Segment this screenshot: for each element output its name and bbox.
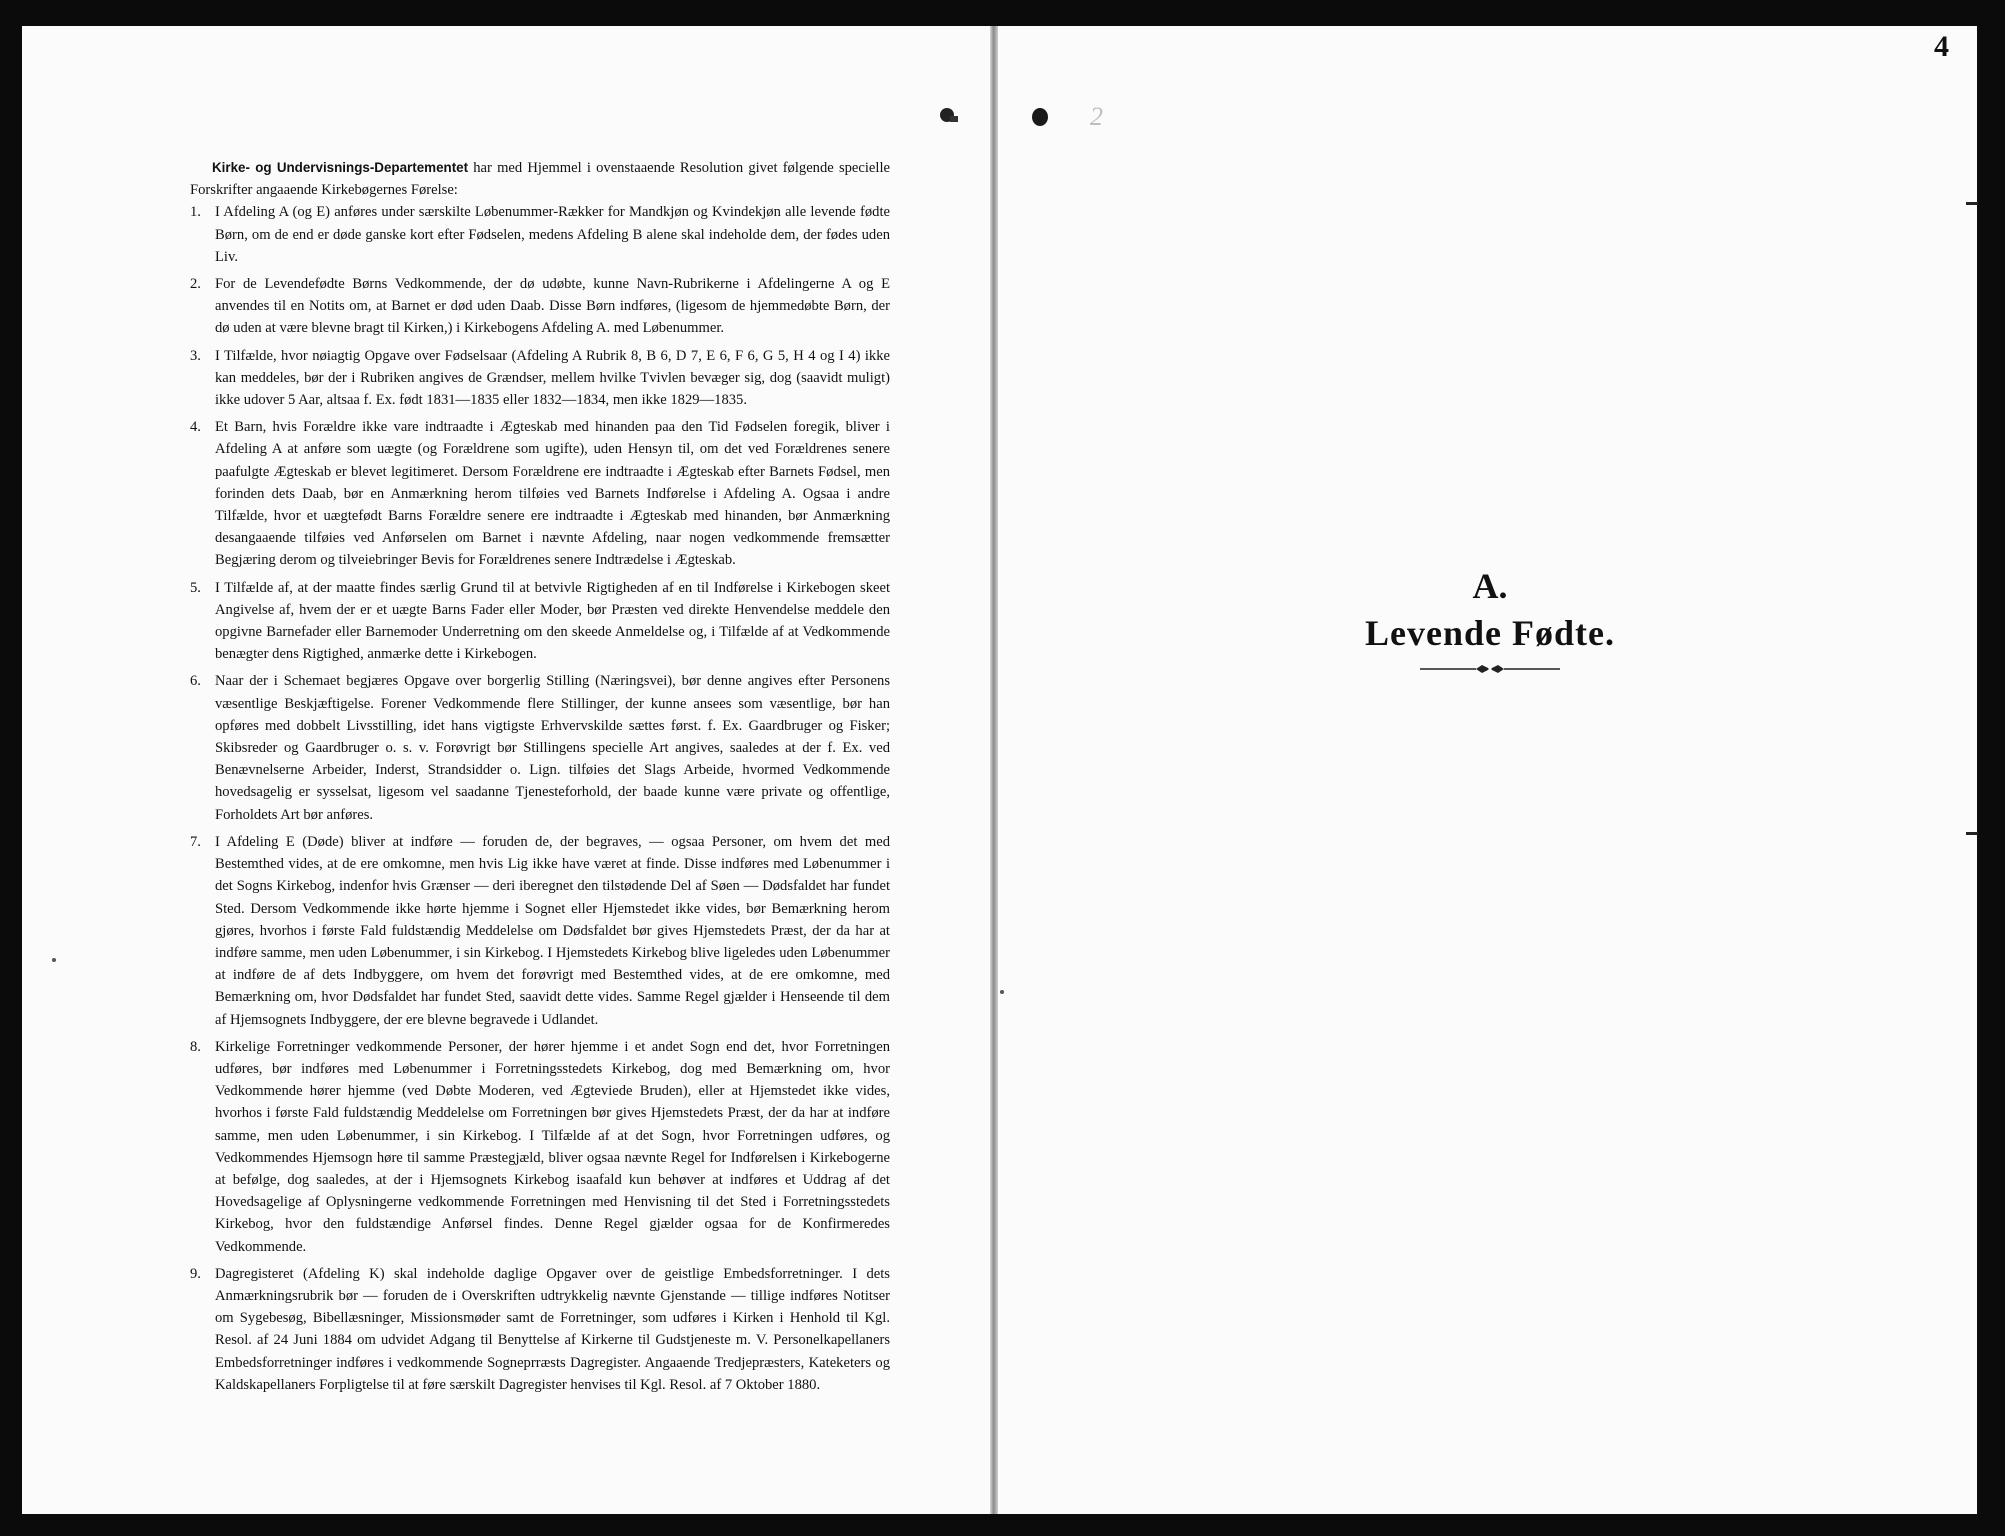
rule-item [190, 670, 890, 825]
rule-number: 3. [190, 347, 201, 364]
rule-number: 1. [190, 204, 201, 221]
rule-text: For de Levendefødte Børns Vedkommende, der dø udøbte, kunne Navn-Rubrikerne i Afdelingerne A og E anvendes til en Notits om, at Barnet er død uden Daab. Disse Børn indføres, (ligesom de hjemmedøbte Børn, der dø uden at være blevne bragt til Kirken,) i Kirkebogens Afdeling A. med Løbenummer. [215, 276, 890, 337]
rule-text: I Afdeling A (og E) anføres under særskilte Løbenummer-Rækker for Mandkjøn og Kvindekjøn alle levende fødte Børn, om de end er døde ganske kort efter Fødselen, medens Afdeling B alene skal indeholde dem, der fødes uden Liv. [215, 204, 890, 265]
section-letter: A. [1472, 566, 1508, 606]
rules-list [190, 201, 890, 1396]
edge-tick-mark [1966, 202, 1978, 205]
rule-item [190, 273, 890, 340]
paper-speck [52, 958, 56, 962]
punch-hole-mark [950, 116, 958, 122]
ornament-divider [1418, 664, 1562, 674]
regulations-text [190, 157, 890, 1401]
rule-text: Naar der i Schemaet begjæres Opgave over borgerlig Stilling (Næringsvei), bør denne angives efter Personens væsentlige Beskjæftigelse. Forener Vedkommende flere Stillinger, der kunne ansees som væsentlige, bør han opføres med dobbelt Livsstilling, idet hans vigtigste Erhvervskilde sættes først. f. Ex. Gaardbruger og Fisker; Skibsreder og Gaardbruger o. s. v. Forøvrigt bør Stillingens specielle Art angives, saaledes at der f. Ex. ved Benævnelserne Arbeider, Inderst, Strandsidder o. Lign. tilføies det Slags Arbeide, hvormed Vedkommende hovedsagelig er sysselsat, ligesom vel saadanne Tjenesteforhold, der baade kunne være private og offentlige, Forholdets Art bør anføres. [215, 673, 890, 823]
rule-number: 9. [190, 1265, 201, 1282]
section-title: Levende Fødte. [1365, 613, 1615, 653]
handwritten-note: 2 [1090, 102, 1103, 131]
rule-item [190, 1036, 890, 1258]
rule-number: 7. [190, 833, 201, 850]
intro-text: har med Hjemmel i ovenstaaende Resolution givet følgende specielle Forskrifter angaaende Kirkebøgernes Førelse: [190, 160, 890, 199]
rule-item [190, 345, 890, 412]
rule-number: 2. [190, 276, 201, 293]
rule-number: 6. [190, 673, 201, 690]
edge-tick-mark [1966, 832, 1978, 835]
rule-number: 4. [190, 419, 201, 436]
page-number: 4 [1934, 30, 1949, 63]
rule-text: Dagregisteret (Afdeling K) skal indeholde daglige Opgaver over de geistlige Embedsforretninger. I dets Anmærkningsrubrik bør — foruden de i Overskriften udtrykkelig nævnte Gjenstande — tillige indføres Notitser om Sygebesøg, Bibellæsninger, Missionsmøder samt de Forretninger, som udføres i Kirken i Henhold til Kgl. Resol. af 24 Juni 1884 om udvidet Adgang til Benyttelse af Kirkerne til Gudstjeneste m. V. Personelkapellaners Embedsforretninger indføres i vedkommende Sogneprræsts Dagregister. Angaaende Tredjepræsters, Kateketers og Kaldskapellaners Forpligtelse til at føre særskilt Dagregister henvises til Kgl. Resol. af 7 Oktober 1880. [215, 1265, 890, 1393]
rule-text: I Afdeling E (Døde) bliver at indføre — foruden de, der begraves, — ogsaa Personer, om hvem det med Bestemthed vides, at de ere omkomne, men hvis Lig ikke have været at finde. Disse indføres med Løbenummer i det Sogns Kirkebog, indenfor hvis Grænser — deri iberegnet den tilstødende Del af Søen — Dødsfaldet har fundet Sted. Dersom Vedkommende ikke hørte hjemme i Sognet eller Hjemstedet ikke vides, bør Bemærkning herom gjøres, hvorhos i første Fald fuldstændig Meddelelse om Dødsfaldet bør gives Hjemstedets Præst, der da har at indføre samme, men uden Løbenummer, i sin Kirkebog. I Hjemstedets Kirkebog blive ligeledes uden Løbenummer at indføre de af dets Indbyggere, om hvem det forøvrigt med Bestemthed vides, at de ere omkomne, med Bemærkning om, hvor Dødsfaldet har fundet Sted, saavidt dette vides. Samme Regel gjælder i Henseende til dem af Hjemsognets Indbyggere, der ere blevne begravede i Udlandet. [215, 833, 890, 1028]
book-gutter [990, 26, 998, 1514]
rule-item [190, 201, 890, 268]
rule-item [190, 831, 890, 1031]
rule-item [190, 1263, 890, 1396]
rule-number: 8. [190, 1038, 201, 1055]
rule-text: I Tilfælde, hvor nøiagtig Opgave over Fødselsaar (Afdeling A Rubrik 8, B 6, D 7, E 6, F 6, G 5, H 4 og I 4) ikke kan meddeles, bør der i Rubriken angives de Grændser, mellem hvilke Tvivlen bevæger sig, dog (saavidt muligt) ikke udover 5 Aar, altsaa f. Ex. født 1831—1835 eller 1832—1834, men ikke 1829—1835. [215, 347, 890, 409]
right-page [995, 26, 1977, 1514]
punch-hole-mark [1032, 108, 1048, 126]
intro-paragraph [190, 157, 890, 201]
paper-speck [1000, 990, 1004, 994]
rule-text: I Tilfælde af, at der maatte findes særlig Grund til at betvivle Rigtigheden af en til Indførelse i Kirkebogen skeet Angivelse af, hvem der er et uægte Barns Fader eller Moder, bør Præsten ved direkte Henvendelse meddele den opgivne Barnefader eller Barnemoder Underretning om den skeede Anmeldelse og, i Tilfælde af at Vedkommende benægter dens Rigtighed, anmærke dette i Kirkebogen. [215, 579, 890, 663]
rule-item [190, 416, 890, 571]
rule-text: Kirkelige Forretninger vedkommende Personer, der hører hjemme i et andet Sogn end det, hvor Forretningen udføres, bør indføres med Løbenummer i Forretningsstedets Kirkebog, dog med Bemærkning om, hvor Vedkommende hører hjemme (ved Døbte Moderen, ved Ægteviede Bruden), eller at Hjemstedet ikke vides, hvorhos i første Fald fuldstændig Meddelelse om Forretningen bør gives Hjemstedets Præst, der da har at indføre samme, men uden Løbenummer, i sin Kirkebog. I Tilfælde af at det Sogn, hvor Forretningen udføres, og Vedkommendes Hjemsogn høre til samme Præstegjæld, bliver ogsaa nævnte Regel for Indførelsen i Kirkebogerne at befølge, dog saaledes, at der i Hjemsognets Kirkebog isaafald kun behøver at indføres et Uddrag af det Hovedsagelige af Oplysningerne vedkommende Forretningen med Henvisning til det Sted i Forretningsstedets Kirkebog, hvor den fuldstændige Anførsel findes. Denne Regel gjælder ogsaa for de Konfirmeredes Vedkommende. [215, 1038, 890, 1255]
department-name: Kirke- og Undervisnings-Departementet [212, 160, 469, 175]
rule-number: 5. [190, 579, 201, 596]
rule-item [190, 577, 890, 666]
rule-text: Et Barn, hvis Forældre ikke vare indtraadte i Ægteskab med hinanden paa den Tid Fødselen foregik, bliver i Afdeling A at anføre som uægte (og Forældrene som ugifte), uden Hensyn til, om det ved Forældrenes senere paafulgte Ægteskab er blevet legitimeret. Dersom Forældrene ere indtraadte i Ægteskab efter Barnets Fødsel, men forinden dets Daab, bør en Anmærkning herom tilføies ved Barnets Indførelse i Afdeling A. Ogsaa i andre Tilfælde, hvor et uægtefødt Barns Forældre senere ere indtraadte i Ægteskab med hinanden, bør Anmærkning desangaaende tilføies ved Anførselen om Barnet i nævnte Afdeling, naar nogen vedkommende fremsætter Begjæring derom og tilveiebringer Bevis for Forældrenes senere Indtrædelse i Ægteskab. [215, 419, 890, 569]
